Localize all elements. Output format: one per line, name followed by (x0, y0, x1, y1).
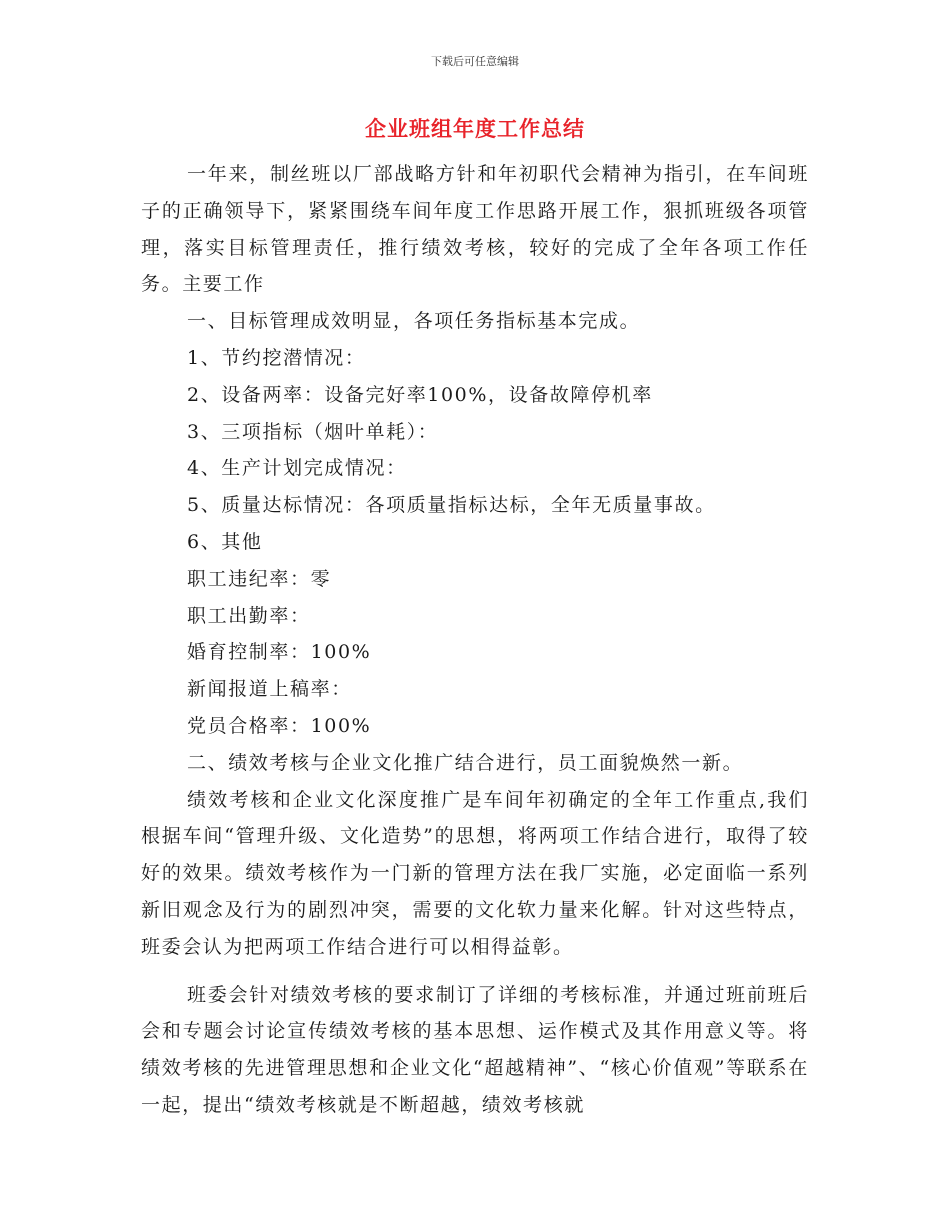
list-item: 5、质量达标情况：各项质量指标达标，全年无质量事故。 (187, 494, 716, 517)
list-item: 6、其他 (187, 530, 263, 553)
list-item: 职工违纪率：零 (187, 567, 332, 590)
list-item: 职工出勤率： (187, 604, 311, 627)
list-item: 党员合格率：100% (187, 714, 372, 737)
list-item: 2、设备两率：设备完好率100%，设备故障停机率 (187, 383, 653, 406)
document-body (141, 156, 809, 1124)
list-item: 新闻报道上稿率： (187, 678, 352, 701)
list-item: 婚育控制率：100% (187, 641, 372, 664)
intro-paragraph: 一年来，制丝班以厂部战略方针和年初职代会精神为指引，在车间班子的正确领导下，紧紧围绕车间年度工作思路开展工作，狠抓班级各项管理，落实目标管理责任，推行绩效考核，较好的完成了全年各项工作任务。主要工作 (141, 163, 809, 296)
section1-heading: 一、目标管理成效明显，各项任务指标基本完成。 (187, 310, 641, 333)
paragraph-3: 班委会针对绩效考核的要求制订了详细的考核标准，并通过班前班后会和专题会讨论宣传绩效考核的基本思想、运作模式及其作用意义等。将绩效考核的先进管理思想和企业文化“超越精神”、“核心价值观”等联系在一起，提出“绩效考核就是不断超越，绩效考核就 (141, 983, 809, 1116)
document-title: 企业班组年度工作总结 (365, 117, 585, 141)
list-item: 4、生产计划完成情况： (187, 457, 407, 480)
header-note: 下载后可任意编辑 (431, 55, 519, 68)
list-item: 1、节约挖潜情况： (187, 346, 366, 369)
list-item: 3、三项指标（烟叶单耗）： (187, 420, 439, 443)
paragraph-2: 绩效考核和企业文化深度推广是车间年初确定的全年工作重点,我们根据车间“管理升级、文化造势”的思想，将两项工作结合进行，取得了较好的效果。绩效考核作为一门新的管理方法在我厂实施，必定面临一系列新旧观念及行为的剧烈冲突，需要的文化软力量来化解。针对这些特点，班委会认为把两项工作结合进行可以相得益彰。 (141, 788, 809, 958)
section2-heading: 二、绩效考核与企业文化推广结合进行，员工面貌焕然一新。 (187, 751, 744, 774)
